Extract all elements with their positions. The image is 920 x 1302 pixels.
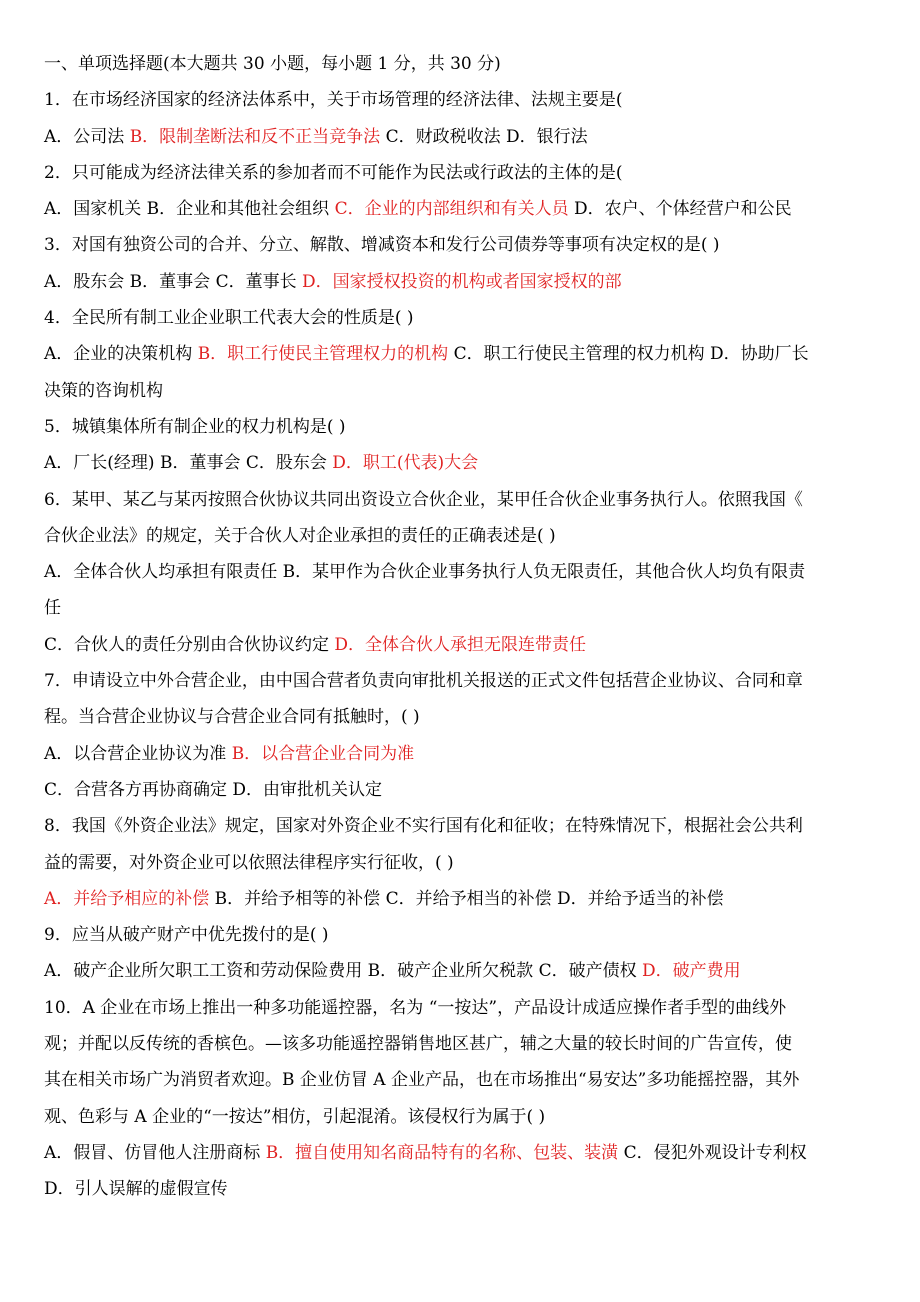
question-text: 任: [44, 598, 61, 619]
answer-text: B．限制垄断法和反不正当竞争法: [129, 126, 381, 147]
question-text: 9．应当从破产财产中优先拨付的是( ): [44, 925, 329, 946]
question-text: 6．某甲、某乙与某丙按照合伙协议共同出资设立合伙企业，某甲任合伙企业事务执行人。依照我国《: [44, 489, 803, 510]
text-line: [44, 445, 880, 481]
question-text: 一、单项选择题(本大题共 30 小题，每小题 1 分，共 30 分): [44, 54, 501, 74]
text-line: [44, 590, 880, 626]
question-text: 其在相关市场广为消贸者欢迎。B 企业仿冒 A 企业产品，也在市场推出“易安达”多功能摇控器，其外: [44, 1070, 800, 1091]
text-line: [44, 482, 880, 518]
text-line: [44, 46, 880, 82]
answer-text: B．以合营企业合同为准: [231, 743, 415, 764]
question-text: 合伙企业法》的规定，关于合伙人对企业承担的责任的正确表述是( ): [44, 525, 556, 546]
question-text: A．企业的决策机构: [44, 344, 198, 365]
answer-text: A．并给予相应的补偿: [44, 888, 210, 909]
text-line: [44, 1062, 880, 1098]
question-text: 4．全民所有制工业企业职工代表大会的性质是( ): [44, 308, 414, 329]
question-text: A．股东会 B．董事会 C．董事长: [44, 271, 302, 292]
text-line: [44, 82, 880, 118]
question-text: 益的需要，对外资企业可以依照法律程序实行征收，( ): [44, 852, 454, 873]
text-line: [44, 373, 880, 409]
question-text: 决策的咨询机构: [44, 380, 163, 401]
text-line: [44, 627, 880, 663]
question-text: C．财政税收法 D．银行法: [380, 126, 588, 147]
text-line: [44, 336, 880, 372]
question-text: 3．对国有独资公司的合并、分立、解散、增减资本和发行公司债券等事项有决定权的是( ): [44, 235, 720, 256]
question-text: A．以合营企业协议为准: [44, 743, 232, 764]
question-text: A．公司法: [44, 126, 130, 147]
text-line: [44, 1135, 880, 1171]
text-line: [44, 554, 880, 590]
question-text: C．合营各方再协商确定 D．由审批机关认定: [44, 779, 383, 800]
question-text: C．合伙人的责任分别由合伙协议约定: [44, 634, 335, 655]
text-line: [44, 264, 880, 300]
text-line: [44, 845, 880, 881]
question-text: 5．城镇集体所有制企业的权力机构是( ): [44, 416, 346, 437]
text-line: [44, 808, 880, 844]
exam-page: [44, 46, 880, 1208]
question-text: A．国家机关 B．企业和其他社会组织: [44, 199, 335, 220]
text-line: [44, 409, 880, 445]
question-text: C．职工行使民主管理的权力机构 D．协助厂长: [448, 344, 809, 365]
text-line: [44, 663, 880, 699]
text-line: [44, 917, 880, 953]
answer-text: C．企业的内部组织和有关人员: [334, 199, 569, 220]
question-text: 观；并配以反传统的香槟色。—该多功能遥控器销售地区甚广，辅之大量的较长时间的广告宣传，使: [44, 1034, 792, 1055]
text-line: [44, 990, 880, 1026]
question-text: B．并给予相等的补偿 C．并给予相当的补偿 D．并给予适当的补偿: [209, 888, 724, 909]
text-line: [44, 699, 880, 735]
text-line: [44, 736, 880, 772]
question-text: 10．A 企业在市场上推出一种多功能遥控器，名为 “一按达”，产品设计成适应操作者手型的曲线外: [44, 997, 787, 1018]
question-text: A．全体合伙人均承担有限责任 B．某甲作为合伙企业事务执行人负无限责任，其他合伙人均负有限责: [44, 562, 806, 583]
answer-text: D．职工(代表)大会: [332, 453, 479, 474]
text-line: [44, 119, 880, 155]
text-line: [44, 1099, 880, 1135]
question-text: 2．只可能成为经济法律关系的参加者而不可能作为民法或行政法的主体的是(: [44, 162, 623, 183]
answer-text: D．国家授权投资的机构或者国家授权的部: [302, 271, 622, 292]
question-text: D．农户、个体经营户和公民: [568, 199, 792, 220]
text-line: [44, 227, 880, 263]
question-text: A．破产企业所欠职工工资和劳动保险费用 B．破产企业所欠税款 C．破产债权: [44, 961, 642, 982]
text-line: [44, 155, 880, 191]
answer-text: B．擅自使用知名商品特有的名称、包装、装潢: [265, 1142, 619, 1163]
text-line: [44, 953, 880, 989]
question-text: 程。当合营企业协议与合营企业合同有抵触时，( ): [44, 707, 420, 728]
answer-text: D．全体合伙人承担无限连带责任: [334, 634, 587, 655]
text-line: [44, 191, 880, 227]
answer-text: B．职工行使民主管理权力的机构: [197, 344, 449, 365]
question-text: 1．在市场经济国家的经济法体系中，关于市场管理的经济法律、法规主要是(: [44, 90, 623, 111]
question-text: 7．申请设立中外合营企业，由中国合营者负责向审批机关报送的正式文件包括营企业协议、合同和章: [44, 671, 803, 692]
answer-text: D．破产费用: [642, 961, 741, 982]
question-text: A．厂长(经理) B．董事会 C．股东会: [44, 453, 333, 474]
question-text: C．侵犯外观设计专利权: [618, 1142, 807, 1163]
text-line: [44, 1026, 880, 1062]
text-line: [44, 300, 880, 336]
question-text: 观、色彩与 A 企业的“一按达”相仿，引起混淆。该侵权行为属于( ): [44, 1106, 546, 1127]
text-line: [44, 772, 880, 808]
text-line: [44, 518, 880, 554]
question-text: D．引人误解的虚假宣传: [44, 1179, 228, 1200]
text-line: [44, 881, 880, 917]
question-text: 8．我国《外资企业法》规定，国家对外资企业不实行国有化和征收；在特殊情况下，根据社会公共利: [44, 816, 803, 837]
question-text: A．假冒、仿冒他人注册商标: [44, 1142, 266, 1163]
text-line: [44, 1171, 880, 1207]
